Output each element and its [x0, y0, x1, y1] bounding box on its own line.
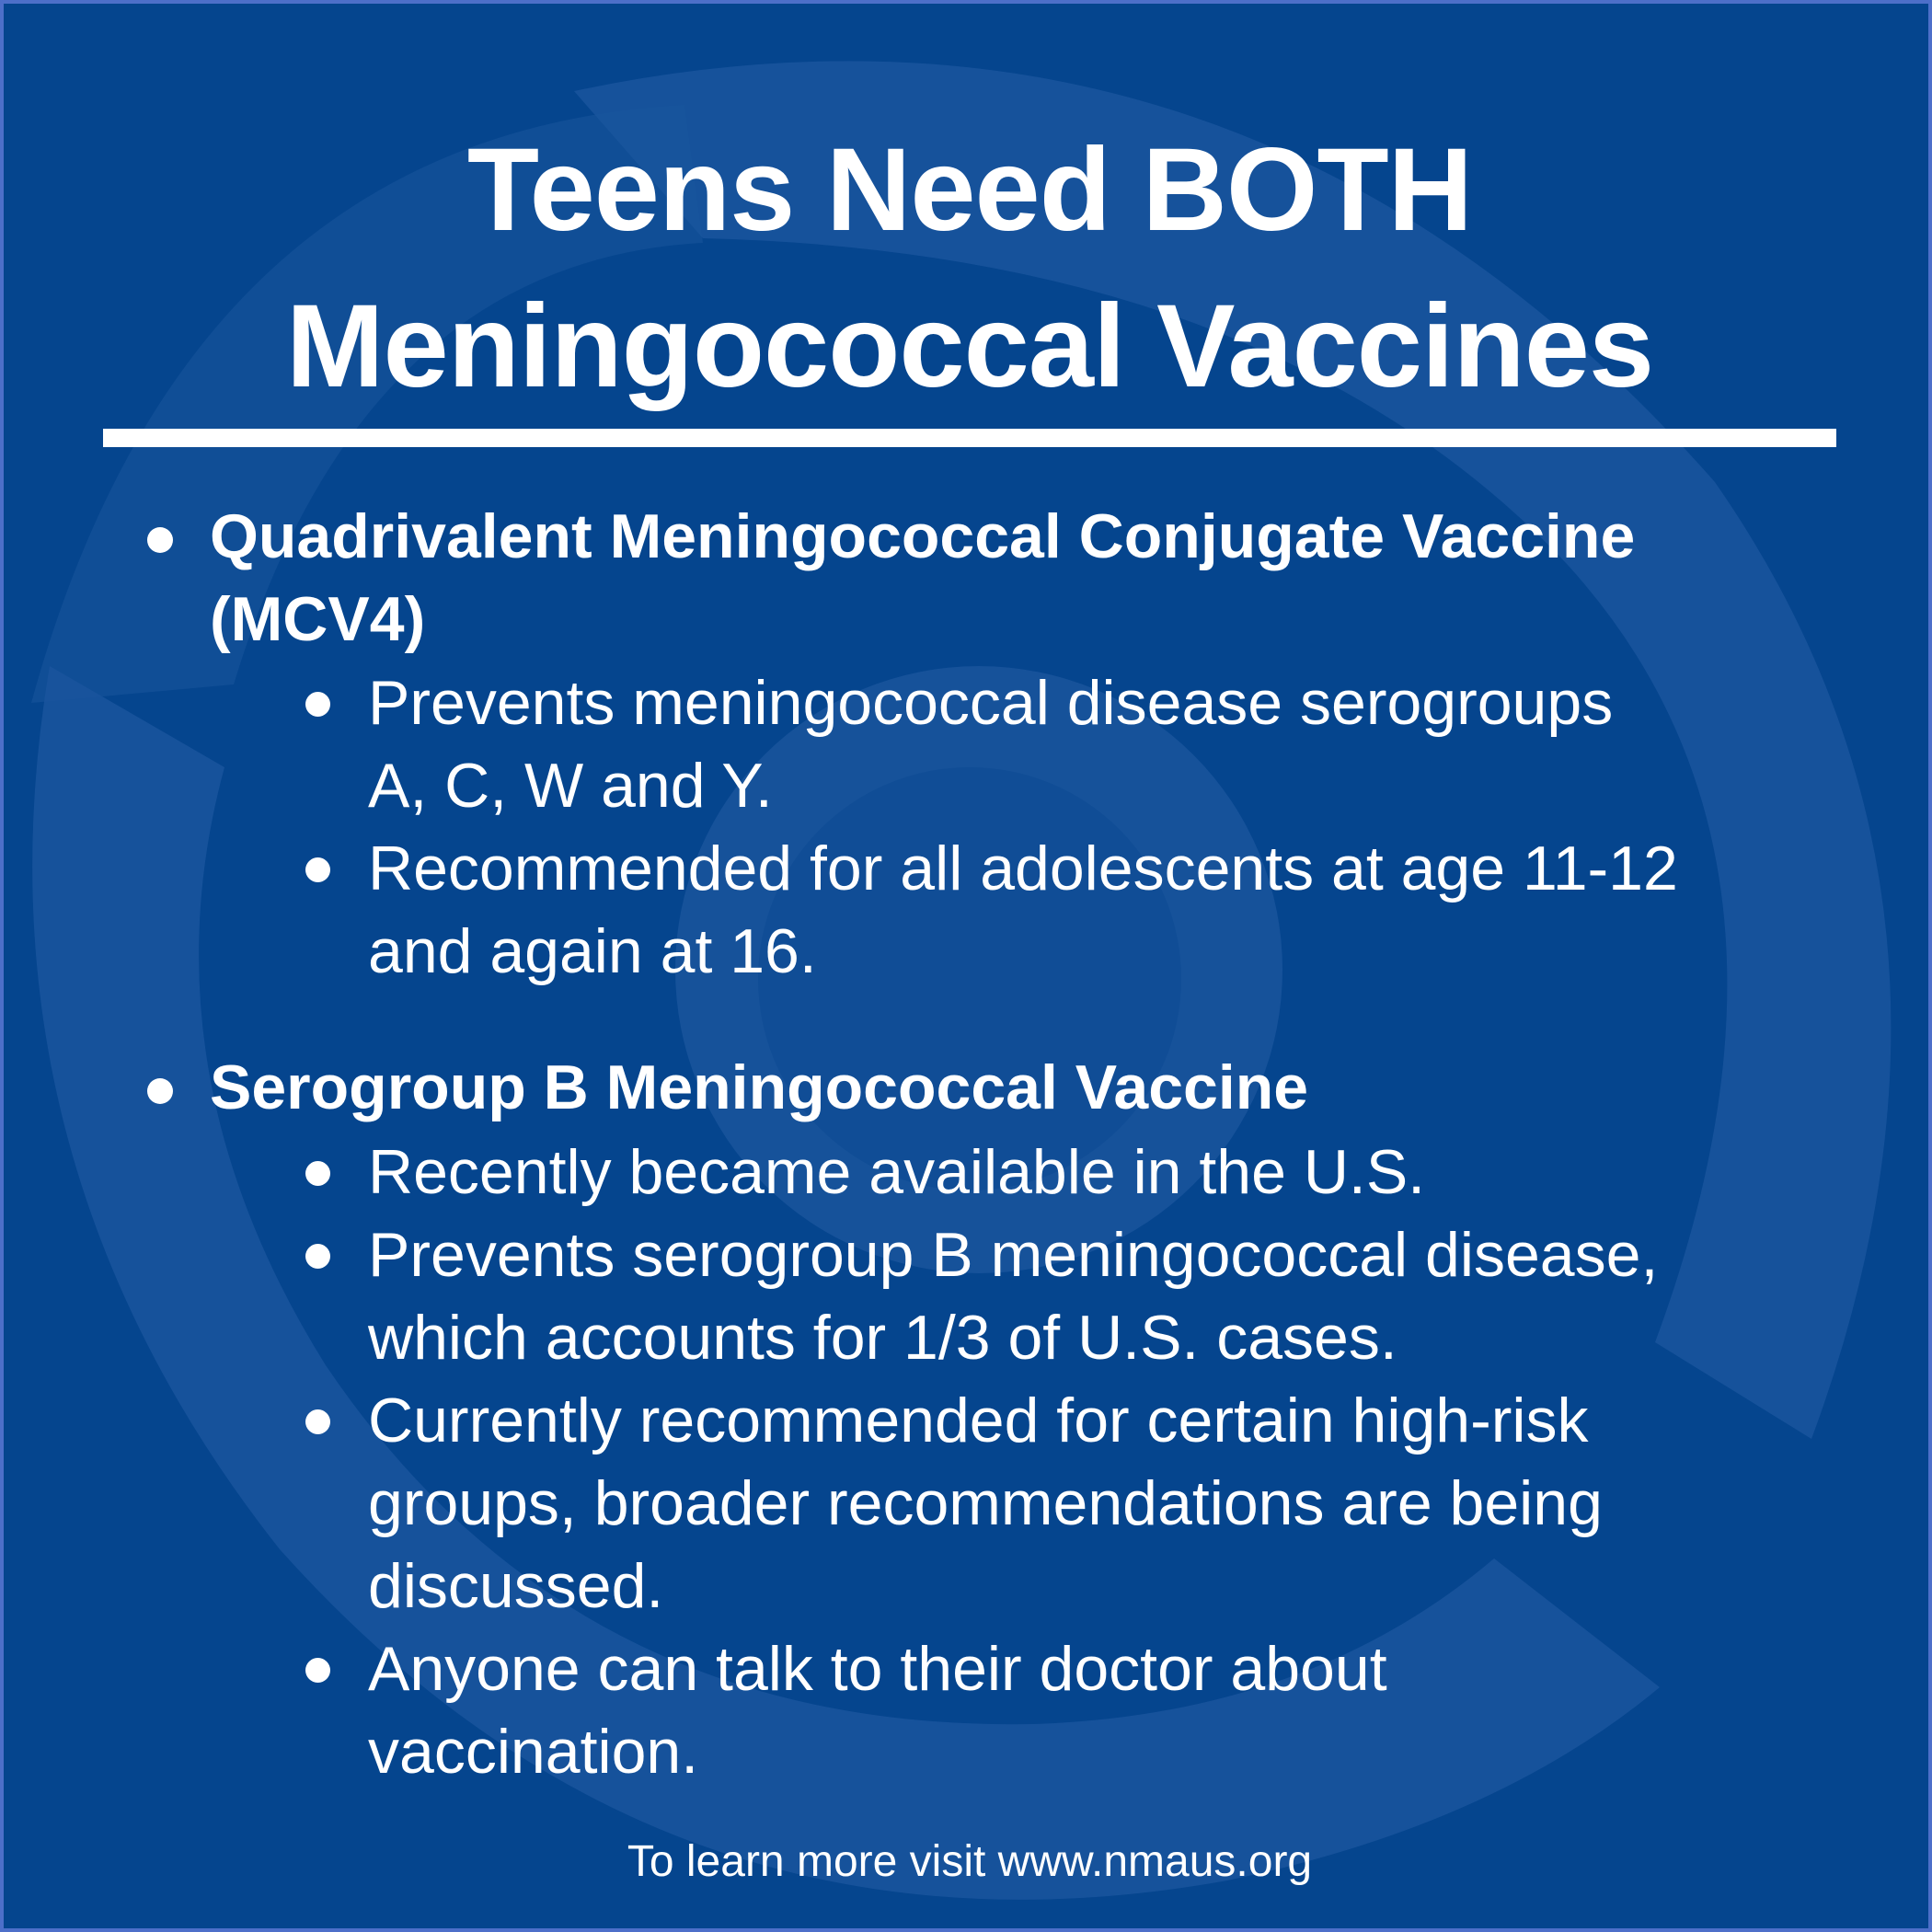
bullet-icon [305, 1658, 330, 1683]
heading-line-1: Quadrivalent Meningococcal Conjugate Vaccine [210, 501, 1636, 571]
title-divider [103, 429, 1836, 447]
list-item: Currently recommended for certain high-risk groups, broader recommendations are being discussed. [368, 1386, 1603, 1621]
list-item: Recommended for all adolescents at age 11-12 and again at 16. [368, 834, 1678, 986]
bullet-icon [305, 1409, 330, 1434]
heading-line-2: (MCV4) [210, 584, 426, 654]
bullet-icon [305, 692, 330, 717]
bullet-icon [147, 527, 173, 553]
bullet-icon [305, 1244, 330, 1269]
bullet-icon [305, 857, 330, 882]
section-heading [210, 495, 1829, 661]
title-line-1: Teens Need BOTH [466, 124, 1473, 256]
bullet-icon [147, 1078, 173, 1104]
list-item: Anyone can talk to their doctor about vaccination. [368, 1634, 1387, 1787]
page-title [4, 112, 1932, 425]
list-item: Recently became available in the U.S. [368, 1137, 1426, 1207]
bullet-icon [305, 1161, 330, 1186]
title-line-2: Meningococcal Vaccines [285, 281, 1654, 412]
section-heading [210, 1046, 1829, 1129]
list-item: Prevents serogroup B meningococcal disease, which accounts for 1/3 of U.S. cases. [368, 1220, 1659, 1373]
list-item: Prevents meningococcal disease serogroups A, C, W and Y. [368, 668, 1614, 821]
footer-link-text: To learn more visit www.nmaus.org [627, 1837, 1313, 1886]
heading-line-1: Serogroup B Meningococcal Vaccine [210, 1052, 1309, 1122]
